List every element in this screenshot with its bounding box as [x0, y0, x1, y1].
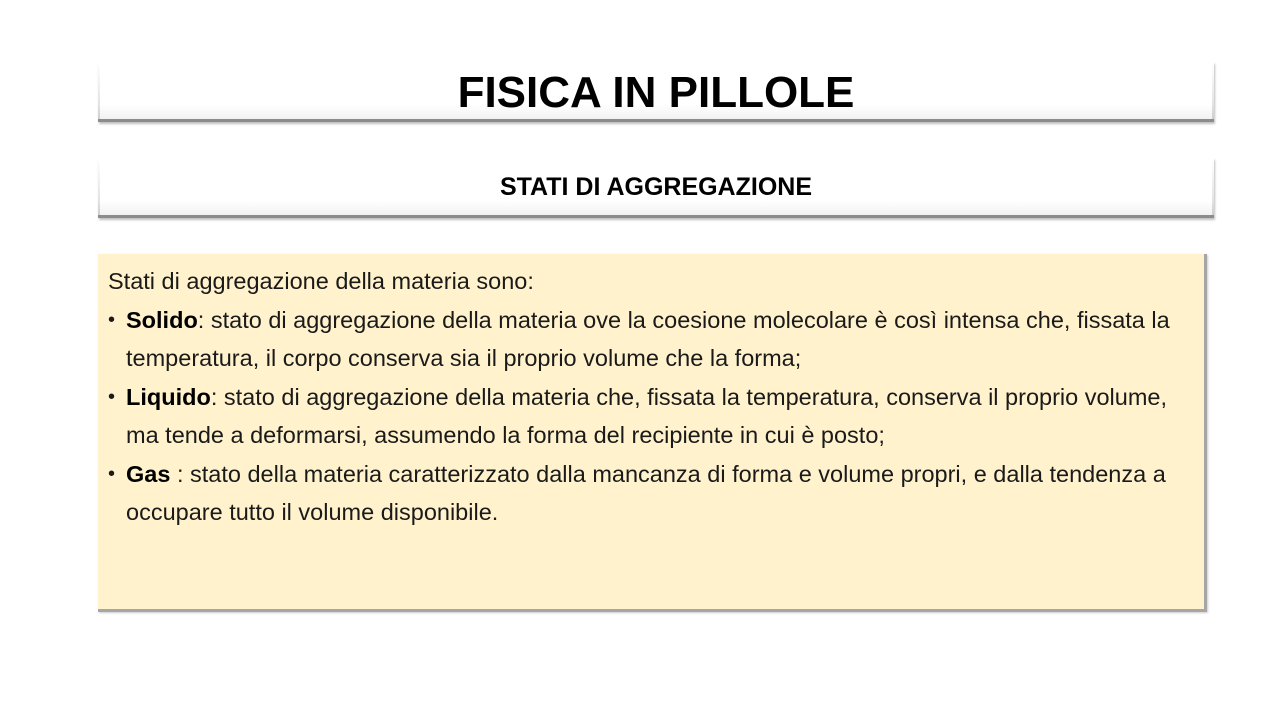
definition-solido: : stato di aggregazione della materia ove la coesione molecolare è così intensa che, fissata la temperatura, il corpo conserva sia il proprio volume che la forma;: [126, 306, 1170, 371]
term-solido: Solido: [126, 306, 198, 333]
title-box: [98, 62, 1214, 122]
term-liquido: Liquido: [126, 383, 211, 410]
definition-gas: : stato della materia caratterizzato dalla mancanza di forma e volume propri, e dalla tendenza a occupare tutto il volume disponibile.: [126, 460, 1166, 525]
bullet-icon: •: [108, 308, 116, 331]
slide-title: FISICA IN PILLOLE: [457, 67, 855, 117]
states-list: [108, 301, 1196, 532]
content-box: [98, 254, 1207, 612]
list-item-liquido: [108, 378, 1196, 455]
subtitle-box: [98, 158, 1214, 218]
term-gas: Gas: [126, 460, 171, 487]
list-item-solido: [108, 301, 1196, 378]
bullet-icon: •: [108, 462, 116, 485]
slide-subtitle: STATI DI AGGREGAZIONE: [499, 173, 813, 201]
list-item-gas: [108, 455, 1196, 532]
definition-liquido: : stato di aggregazione della materia che, fissata la temperatura, conserva il proprio volume, ma tende a deformarsi, assumendo la forma del recipiente in cui è posto;: [126, 383, 1168, 448]
intro-text: Stati di aggregazione della materia sono:: [108, 268, 534, 294]
bullet-icon: •: [108, 385, 116, 408]
